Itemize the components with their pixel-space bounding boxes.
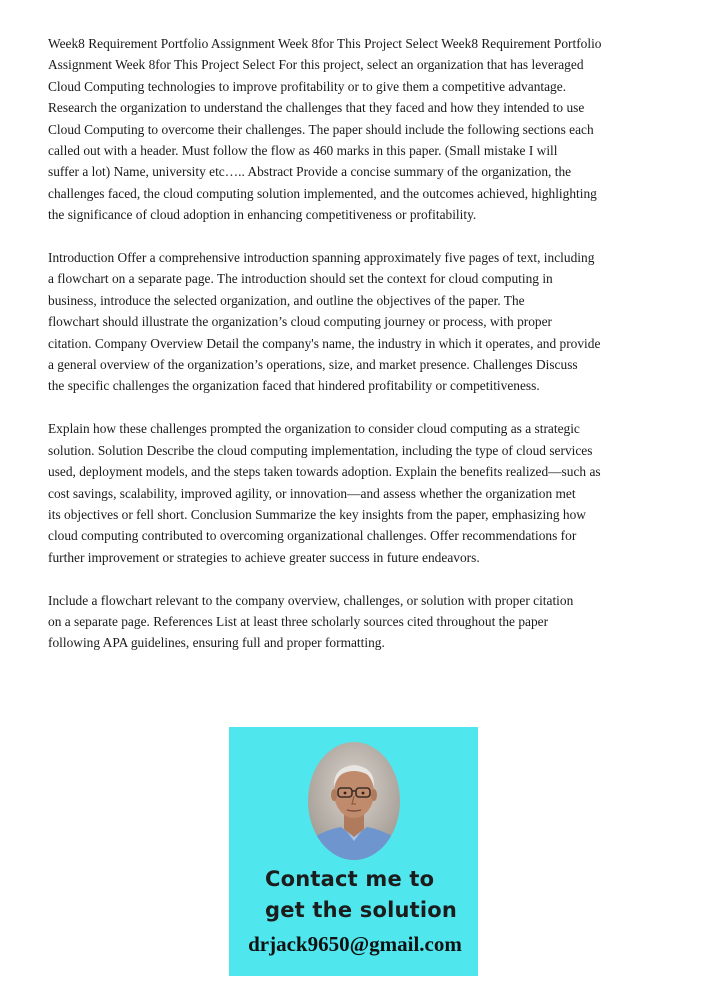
text-line: used, deployment models, and the steps taken towards adoption. Explain the benefits realized—such as [48,464,601,480]
text-line: suffer a lot) Name, university etc….. Abstract Provide a concise summary of the organization, the [48,164,572,180]
text-line: on a separate page. References List at least three scholarly sources cited throughout the paper [48,613,549,629]
paragraph-assignment-overview [48,33,678,226]
text-line: flowchart should illustrate the organization’s cloud computing journey or process, with proper [48,314,553,330]
text-line: challenges faced, the cloud computing solution implemented, and the outcomes achieved, highlighting [48,185,597,201]
text-line: cloud computing contributed to overcoming organizational challenges. Offer recommendations for [48,528,577,544]
text-line: cost savings, scalability, improved agility, or innovation—and assess whether the organization met [48,485,576,501]
text-line: Include a flowchart relevant to the company overview, challenges, or solution with proper citation [48,592,574,608]
text-line: a general overview of the organization’s operations, size, and market presence. Challenges Discuss [48,357,578,373]
text-line: called out with a header. Must follow the flow as 460 marks in this paper. (Small mistake I will [48,143,558,159]
paragraph-solution [48,418,678,568]
paragraph-references [48,590,678,654]
text-line: further improvement or strategies to achieve greater success in future endeavors. [48,549,480,565]
text-line: a flowchart on a separate page. The introduction should set the context for cloud computing in [48,271,553,287]
text-line: following APA guidelines, ensuring full and proper formatting. [48,635,385,651]
portrait-photo [307,741,401,861]
text-line: Introduction Offer a comprehensive introduction spanning approximately five pages of text, including [48,250,595,266]
text-line: solution. Solution Describe the cloud computing implementation, including the type of cloud services [48,442,593,458]
text-line: Cloud Computing technologies to improve profitability or to give them a competitive advantage. [48,78,567,94]
contact-heading-line-2: get the solution [265,898,458,922]
text-line: Cloud Computing to overcome their challenges. The paper should include the following sections each [48,121,594,137]
contact-heading-line-1: Contact me to [265,867,435,891]
text-line: the specific challenges the organization faced that hindered profitability or competitiveness. [48,378,540,394]
text-line: Explain how these challenges prompted the organization to consider cloud computing as a strategic [48,421,580,437]
text-line: Research the organization to understand the challenges that they faced and how they intended to use [48,100,585,116]
contact-email[interactable]: drjack9650@gmail.com [248,932,462,956]
text-line: Assignment Week 8for This Project Select For this project, select an organization that has leveraged [48,57,584,73]
text-line: its objectives or fell short. Conclusion Summarize the key insights from the paper, emphasizing how [48,506,586,522]
contact-promo-banner [229,727,478,976]
text-line: citation. Company Overview Detail the company's name, the industry in which it operates, and provide [48,335,601,351]
document-body [48,33,678,675]
text-line: Week8 Requirement Portfolio Assignment Week 8for This Project Select Week8 Requirement Portfolio [48,36,602,51]
paragraph-introduction [48,247,678,397]
text-line: the significance of cloud adoption in enhancing competitiveness or profitability. [48,207,477,223]
text-line: business, introduce the selected organization, and outline the objectives of the paper. The [48,292,525,308]
